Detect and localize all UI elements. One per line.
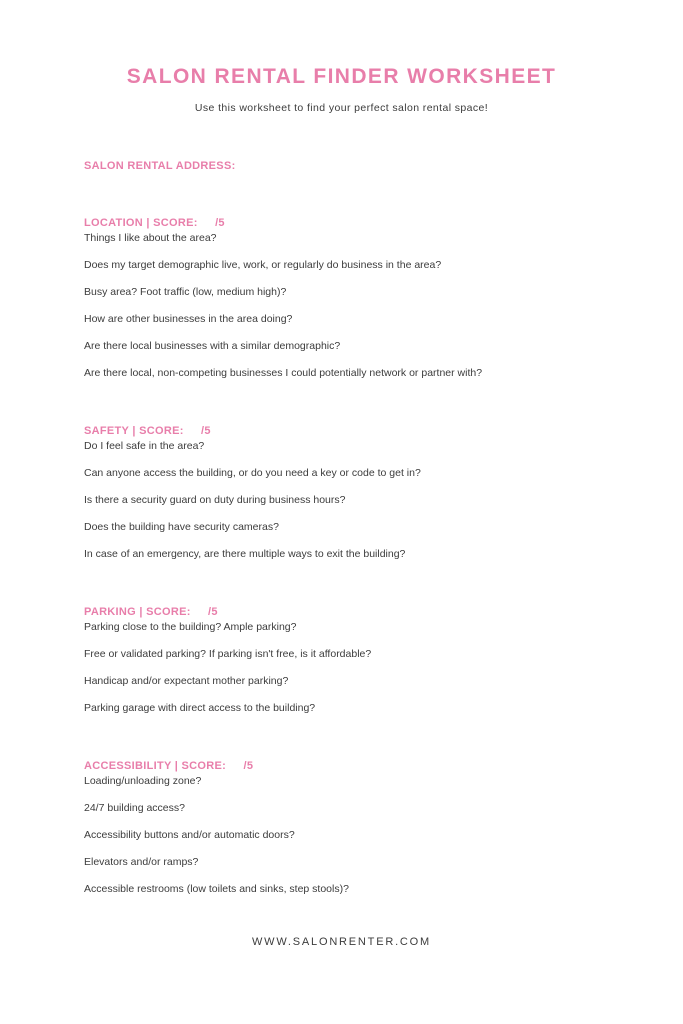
section-heading-label: SAFETY | SCORE:: [84, 425, 184, 437]
section-heading: [84, 425, 603, 437]
section-heading: [84, 606, 603, 618]
section-parking: [84, 606, 603, 714]
question-text: How are other businesses in the area doing?: [84, 313, 293, 325]
question-text: Are there local businesses with a similar demographic?: [84, 340, 341, 352]
question-text: Is there a security guard on duty during business hours?: [84, 494, 346, 506]
question-text: Parking garage with direct access to the building?: [84, 702, 316, 714]
section-accessibility: [84, 760, 603, 895]
section-heading: [84, 760, 603, 772]
page-subtitle: Use this worksheet to find your perfect salon rental space!: [194, 102, 489, 114]
question-text: Busy area? Foot traffic (low, medium high)?: [84, 286, 287, 298]
salon-rental-address-label: SALON RENTAL ADDRESS:: [84, 160, 236, 172]
question-text: Accessible restrooms (low toilets and sinks, step stools)?: [84, 883, 349, 895]
section-score: /5: [243, 760, 254, 772]
page-header: [0, 0, 683, 115]
question-text: Parking close to the building? Ample parking?: [84, 621, 297, 633]
question-text: In case of an emergency, are there multiple ways to exit the building?: [84, 548, 406, 560]
question-text: Does the building have security cameras?: [84, 521, 279, 533]
section-heading-label: LOCATION | SCORE:: [84, 217, 198, 229]
question-text: Accessibility buttons and/or automatic doors?: [84, 829, 295, 841]
section-heading-label: PARKING | SCORE:: [84, 606, 191, 618]
section-score: /5: [215, 217, 225, 229]
question-text: Are there local, non-competing businesses I could potentially network or partner with?: [84, 367, 483, 379]
section-location: [84, 217, 603, 379]
section-safety: [84, 425, 603, 560]
section-score: /5: [208, 606, 218, 618]
section-heading: [84, 217, 603, 229]
question-text: Can anyone access the building, or do you need a key or code to get in?: [84, 467, 421, 479]
page-title: SALON RENTAL FINDER WORKSHEET: [126, 65, 557, 88]
section-score: /5: [201, 425, 211, 437]
question-text: Does my target demographic live, work, or regularly do business in the area?: [84, 259, 442, 271]
question-text: 24/7 building access?: [84, 802, 185, 814]
worksheet-content: [84, 160, 603, 895]
footer-website: WWW.SALONRENTER.COM: [251, 936, 432, 948]
question-text: Loading/unloading zone?: [84, 775, 202, 787]
question-text: Free or validated parking? If parking isn't free, is it affordable?: [84, 648, 372, 660]
question-text: Things I like about the area?: [84, 232, 217, 244]
section-heading-label: ACCESSIBILITY | SCORE:: [84, 760, 227, 772]
question-text: Do I feel safe in the area?: [84, 440, 205, 452]
question-text: Handicap and/or expectant mother parking?: [84, 675, 289, 687]
question-text: Elevators and/or ramps?: [84, 856, 199, 868]
